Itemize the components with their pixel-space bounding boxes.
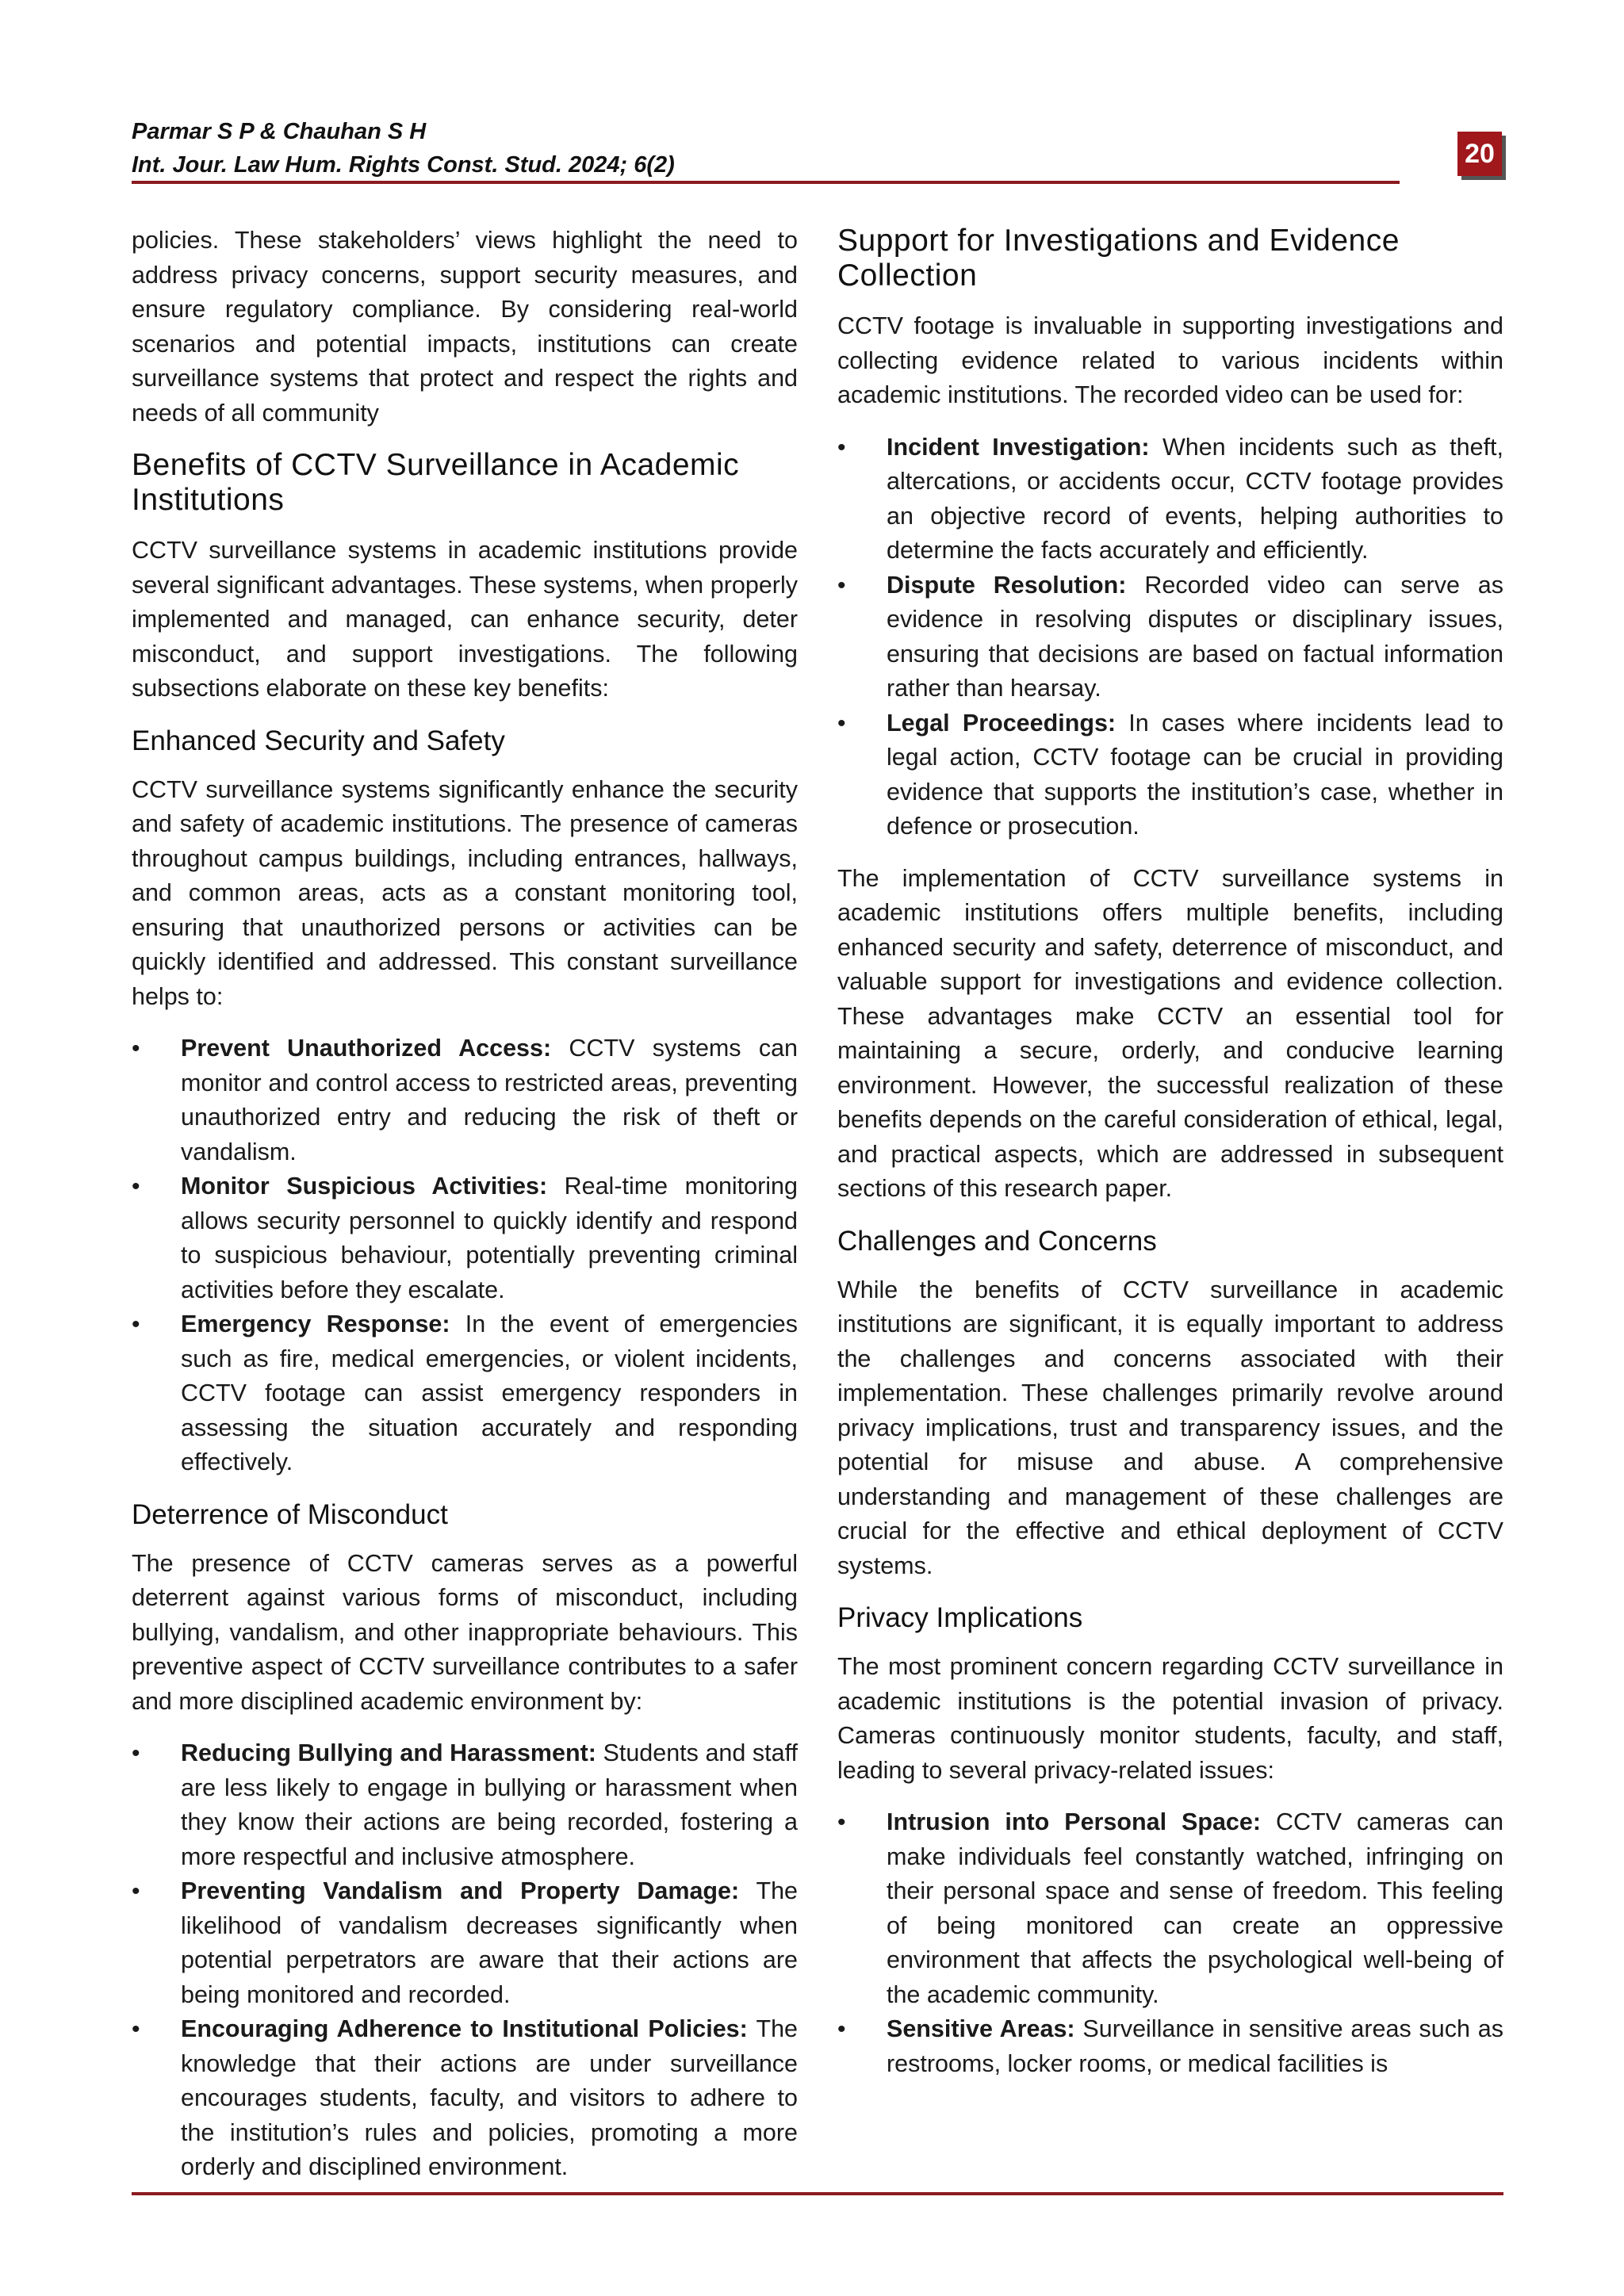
paragraph-challenges: While the benefits of CCTV surveillance in academic institutions are significant, it is equally important to address the challenges and concerns associated with their implementation. These challenges primarily revolve around privacy implications, trust and transparency issues, and the potential for misuse and abuse. A comprehensive understanding and management of these challenges are crucial for the effective and ethical deployment of CCTV systems. (837, 1276, 1503, 1579)
list-item (837, 1805, 1503, 2012)
bullet-icon: • (837, 434, 846, 461)
deterrence-list (132, 1736, 798, 2185)
list-item-text: In cases where incidents lead to legal action, CCTV footage can be crucial in providing evidence that supports the institution’s case, whether in defence or prosecution. (887, 709, 1503, 840)
list-item (837, 568, 1503, 706)
list-item-text: Surveillance in sensitive areas such as restrooms, locker rooms, or medical facilities is (887, 2015, 1503, 2077)
paragraph-deterrence: The presence of CCTV cameras serves as a powerful deterrent against various forms of misconduct, including bullying, vandalism, and other inappropriate behaviours. This preventive aspect of CCTV surveillance contributes to a safer and more disciplined academic environment by: (132, 1549, 798, 1715)
list-item-text: When incidents such as theft, altercations, or accidents occur, CCTV footage provides an objective record of events, helping authorities to determine the facts accurately and efficiently. (887, 433, 1503, 564)
list-item-term: Emergency Response: (181, 1311, 450, 1337)
subsection-heading-challenges: Challenges and Concerns (837, 1225, 1157, 1257)
privacy-list (837, 1805, 1503, 2081)
bullet-icon: • (837, 572, 846, 599)
running-header (132, 115, 1400, 182)
bullet-icon: • (132, 1173, 140, 1200)
subsection-heading-deterrence: Deterrence of Misconduct (132, 1498, 448, 1530)
list-item-term: Intrusion into Personal Space: (887, 1808, 1262, 1835)
list-item-text: CCTV systems can monitor and control access to restricted areas, preventing unauthorized entry and reducing the risk of theft or vandalism. (181, 1035, 799, 1165)
list-item-term: Incident Investigation: (887, 433, 1150, 461)
list-item-text: Recorded video can serve as evidence in resolving disputes or disciplinary issues, ensuring that decisions are based on factual information rather than hearsay. (887, 571, 1503, 702)
list-item-term: Legal Proceedings: (887, 709, 1116, 737)
support-list (837, 430, 1503, 844)
bullet-icon: • (132, 1740, 140, 1766)
list-item-term: Monitor Suspicious Activities: (181, 1173, 548, 1200)
bullet-icon: • (132, 1878, 140, 1904)
list-item (837, 2012, 1503, 2081)
bullet-icon: • (132, 1035, 140, 1062)
page-number-badge: 20 (1457, 132, 1502, 176)
bullet-icon: • (837, 1809, 846, 1835)
left-column (132, 224, 798, 2202)
header-citation: Int. Jour. Law Hum. Rights Const. Stud. 2024; 6(2) (132, 152, 675, 178)
list-item (132, 1169, 798, 1307)
list-item-term: Sensitive Areas: (887, 2015, 1075, 2042)
list-item (837, 706, 1503, 844)
paragraph-implementation: The implementation of CCTV surveillance systems in academic institutions offers multiple benefits, including enhanced security and safety, deterrence of misconduct, and valuable support for investigations and evidence collection. These advantages make CCTV an essential tool for maintaining a secure, orderly, and conducive learning environment. However, the successful realization of these benefits depends on the careful consideration of ethical, legal, and practical aspects, which are addressed in subsequent sections of this research paper. (837, 864, 1503, 1202)
header-authors: Parmar S P & Chauhan S H (132, 119, 427, 144)
section-heading-support: Support for Investigations and Evidence Collection (837, 224, 1400, 293)
bullet-icon: • (837, 710, 846, 737)
list-item-text: The knowledge that their actions are under surveillance encourages students, faculty, and visitors to adhere to the institution’s rules and policies, promoting a more orderly and disciplined environment. (181, 2015, 798, 2180)
list-item (837, 430, 1503, 568)
right-column (837, 224, 1503, 2099)
paragraph-benefits-intro: CCTV surveillance systems in academic institutions provide several significant advantages. These systems, when properly implemented and managed, can enhance security, deter misconduct, and support investigations. The following subsections elaborate on these key benefits: (132, 537, 798, 702)
list-item (132, 2012, 798, 2185)
security-list (132, 1031, 798, 1480)
paragraph-security: CCTV surveillance systems significantly enhance the security and safety of academic institutions. The presence of cameras throughout campus buildings, including entrances, hallways, and common areas, acts as a constant monitoring tool, ensuring that unauthorized persons or activities can be quickly identified and addressed. This constant surveillance helps to: (132, 775, 798, 1010)
list-item-text: Students and staff are less likely to engage in bullying or harassment when they know their actions are being recorded, fostering a more respectful and inclusive atmosphere. (181, 1739, 798, 1870)
section-heading-benefits: Benefits of CCTV Surveillance in Academic Institutions (132, 448, 740, 517)
header-divider (132, 181, 1400, 184)
list-item-term: Prevent Unauthorized Access: (181, 1035, 552, 1062)
list-item (132, 1736, 798, 1874)
list-item-text: In the event of emergencies such as fire, medical emergencies, or violent incidents, CCTV footage can assist emergency responders in assessing the situation accurately and responding effectively. (181, 1311, 798, 1475)
bullet-icon: • (837, 2016, 846, 2042)
list-item (132, 1307, 798, 1480)
list-item-term: Preventing Vandalism and Property Damage: (181, 1877, 740, 1904)
list-item-term: Encouraging Adherence to Institutional Policies: (181, 2015, 748, 2042)
list-item-term: Reducing Bullying and Harassment: (181, 1739, 596, 1766)
paragraph-support: CCTV footage is invaluable in supporting investigations and collecting evidence related to various incidents within academic institutions. The recorded video can be used for: (837, 312, 1503, 408)
subsection-heading-privacy: Privacy Implications (837, 1602, 1083, 1633)
list-item (132, 1031, 798, 1169)
subsection-heading-security: Enhanced Security and Safety (132, 725, 505, 756)
paragraph-privacy: The most prominent concern regarding CCTV surveillance in academic institutions is the potential invasion of privacy. Cameras continuously monitor students, faculty, and staff, leading to several privacy-related issues: (837, 1653, 1503, 1784)
list-item-text: CCTV cameras can make individuals feel constantly watched, infringing on their personal space and sense of freedom. This feeling of being monitored can create an oppressive environment that affects the psychological well-being of the academic community. (887, 1808, 1503, 2008)
list-item (132, 1874, 798, 2012)
bullet-icon: • (132, 2016, 140, 2042)
list-item-text: Real-time monitoring allows security personnel to quickly identify and respond to suspicious behaviour, potentially preventing criminal activities before they escalate. (181, 1173, 798, 1303)
list-item-text: The likelihood of vandalism decreases significantly when potential perpetrators are aware that their actions are being monitored and recorded. (181, 1877, 798, 2008)
list-item-term: Dispute Resolution: (887, 571, 1127, 599)
bullet-icon: • (132, 1311, 140, 1337)
footer-divider (132, 2192, 1503, 2195)
paragraph-policies: policies. These stakeholders’ views highlight the need to address privacy concerns, support security measures, and ensure regulatory compliance. By considering real-world scenarios and potential impacts, institutions can create surveillance systems that protect and respect the rights and needs of all community (132, 227, 798, 427)
